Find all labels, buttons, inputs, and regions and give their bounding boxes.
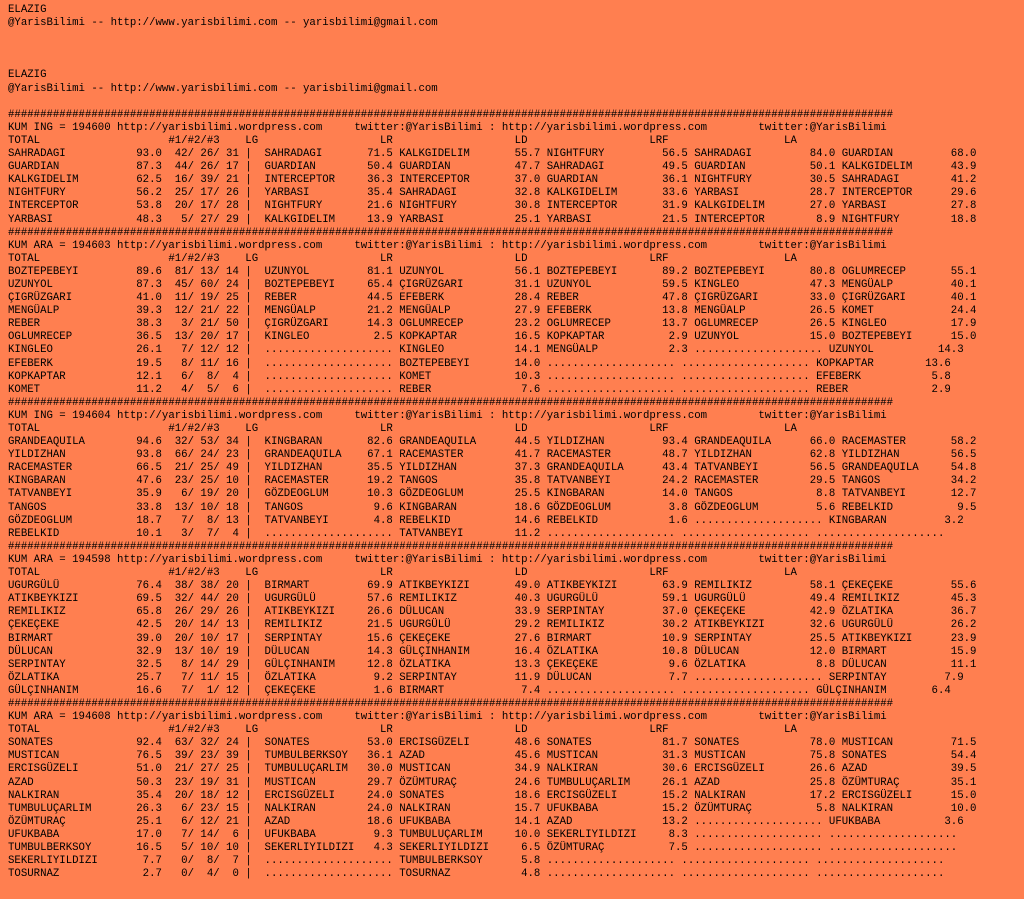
report-line: NIGHTFURY 56.2 25/ 17/ 26 | YARBASI 35.4 SAHRADAGI 32.8 KALKGIDELIM 33.6 YARBASI 28.7 INTERCEPTOR 29.6 bbox=[8, 187, 977, 200]
report-line bbox=[8, 30, 1016, 43]
report-line: MENGÜALP 39.3 12/ 21/ 22 | MENGÜALP 21.2 MENGÜALP 27.9 EFEBERK 13.8 MENGÜALP 26.5 KOMET 24.4 bbox=[8, 305, 977, 318]
report-line: UZUNYOL 87.3 45/ 60/ 24 | BOZTEPEBEYI 65.4 ÇIGRÜZGARI 31.1 UZUNYOL 59.5 KINGLEO 47.3 MENGÜALP 40.1 bbox=[8, 278, 977, 291]
report-line: SAHRADAGI 93.0 42/ 26/ 31 | SAHRADAGI 71.5 KALKGIDELIM 55.7 NIGHTFURY 56.5 SAHRADAGI 84.0 GUARDIAN 68.0 bbox=[8, 148, 977, 161]
report-line: GUARDIAN 87.3 44/ 26/ 17 | GUARDIAN 50.4 GUARDIAN 47.7 SAHRADAGI 49.5 GUARDIAN 50.1 KALKGIDELIM 43.9 bbox=[8, 161, 977, 174]
report-line: KUM ING = 194600 http://yarisbilimi.wordpress.com twitter:@YarisBilimi : http://yarisbilimi.wordpress.com twitter:@YarisBilimi bbox=[8, 121, 887, 134]
report-line: YARBASI 48.3 5/ 27/ 29 | KALKGIDELIM 13.9 YARBASI 25.1 YARBASI 21.5 INTERCEPTOR 8.9 NIGHTFURY 18.8 bbox=[8, 213, 977, 226]
report-line: INTERCEPTOR 53.8 20/ 17/ 28 | NIGHTFURY 21.6 NIGHTFURY 30.8 INTERCEPTOR 31.9 KALKGIDELIM 27.0 YARBASI 27.8 bbox=[8, 200, 977, 213]
report-line: KINGBARAN 47.6 23/ 25/ 10 | RACEMASTER 19.2 TANGOS 35.8 TATVANBEYI 24.2 RACEMASTER 29.5 TANGOS 34.2 bbox=[8, 475, 977, 488]
separator-line: ########################################################################################################################################## bbox=[8, 697, 894, 710]
report-line: KUM ING = 194604 http://yarisbilimi.wordpress.com twitter:@YarisBilimi : http://yarisbilimi.wordpress.com twitter:@YarisBilimi bbox=[8, 409, 887, 422]
report-line: @YarisBilimi -- http://www.yarisbilimi.com -- yarisbilimi@gmail.com bbox=[8, 82, 438, 95]
separator-line: ########################################################################################################################################## bbox=[8, 226, 894, 239]
report-line: TATVANBEYI 35.9 6/ 19/ 20 | GÖZDEOGLUM 10.3 GÖZDEOGLUM 25.5 KINGBARAN 14.0 TANGOS 8.8 TATVANBEYI 12.7 bbox=[8, 488, 977, 501]
report-line: TANGOS 33.8 13/ 10/ 18 | TANGOS 9.6 KINGBARAN 18.6 GÖZDEOGLUM 3.8 GÖZDEOGLUM 5.6 REBELKID 9.5 bbox=[8, 501, 977, 514]
separator-line: ########################################################################################################################################## bbox=[8, 396, 894, 409]
report-line: REBER 38.3 3/ 21/ 50 | ÇIGRÜZGARI 14.3 OGLUMRECEP 23.2 OGLUMRECEP 13.7 OGLUMRECEP 26.5 KINGLEO 17.9 bbox=[8, 318, 977, 331]
report-line: ÇEKEÇEKE 42.5 20/ 14/ 13 | REMILIKIZ 21.5 UGURGÜLÜ 29.2 REMILIKIZ 30.2 ATIKBEYKIZI 32.6 UGURGÜLÜ 26.2 bbox=[8, 619, 977, 632]
report-line: DÜLUCAN 32.9 13/ 10/ 19 | DÜLUCAN 14.3 GÜLÇINHANIM 16.4 ÖZLATIKA 10.8 DÜLUCAN 12.0 BIRMART 15.9 bbox=[8, 645, 977, 658]
report-line: ELAZIG bbox=[8, 4, 47, 16]
report-line: KOMET 11.2 4/ 5/ 6 | .................... REBER 7.6 .................... .................... REBER 2.9 bbox=[8, 383, 951, 396]
separator-line: ########################################################################################################################################## bbox=[8, 540, 894, 553]
report-line: KINGLEO 26.1 7/ 12/ 12 | .................... KINGLEO 14.1 MENGÜALP 2.3 .................... UZUNYOL 14.3 bbox=[8, 344, 964, 357]
report-line: MUSTICAN 76.5 39/ 23/ 39 | TUMBULBERKSOY 36.1 AZAD 45.6 MUSTICAN 31.3 MUSTICAN 75.8 SONATES 54.4 bbox=[8, 750, 977, 763]
report-line: @YarisBilimi -- http://www.yarisbilimi.com -- yarisbilimi@gmail.com bbox=[8, 17, 438, 30]
report-line: KUM ARA = 194598 http://yarisbilimi.wordpress.com twitter:@YarisBilimi : http://yarisbilimi.wordpress.com twitter:@YarisBilimi bbox=[8, 553, 887, 566]
report-line: TOSURNAZ 2.7 0/ 4/ 0 | .................... TOSURNAZ 4.8 .................... .................... .................... bbox=[8, 868, 945, 881]
report-line: ÇIGRÜZGARI 41.0 11/ 19/ 25 | REBER 44.5 EFEBERK 28.4 REBER 47.8 ÇIGRÜZGARI 33.0 ÇIGRÜZGARI 40.1 bbox=[8, 292, 977, 305]
report-line: NALKIRAN 35.4 20/ 18/ 12 | ERCISGÜZELI 24.0 SONATES 18.6 ERCISGÜZELI 15.2 NALKIRAN 17.2 ERCISGÜZELI 15.0 bbox=[8, 789, 977, 802]
report-line: TOTAL #1/#2/#3 LG LR LD LRF LA bbox=[8, 724, 797, 737]
report-line: UFUKBABA 17.0 7/ 14/ 6 | UFUKBABA 9.3 TUMBULUÇARLIM 10.0 SEKERLIYILDIZI 8.3 .................... .................... bbox=[8, 828, 958, 841]
report-line: BIRMART 39.0 20/ 10/ 17 | SERPINTAY 15.6 ÇEKEÇEKE 27.6 BIRMART 10.9 SERPINTAY 25.5 ATIKBEYKIZI 23.9 bbox=[8, 632, 977, 645]
report-line bbox=[8, 96, 1016, 109]
report-line: BOZTEPEBEYI 89.6 81/ 13/ 14 | UZUNYOL 81.1 UZUNYOL 56.1 BOZTEPEBEYI 89.2 BOZTEPEBEYI 80.8 OGLUMRECEP 55.1 bbox=[8, 265, 977, 278]
report-line: KALKGIDELIM 62.5 16/ 39/ 21 | INTERCEPTOR 36.3 INTERCEPTOR 37.0 GUARDIAN 36.1 NIGHTFURY 30.5 SAHRADAGI 41.2 bbox=[8, 174, 977, 187]
separator-line: ########################################################################################################################################## bbox=[8, 108, 894, 121]
report-line: KUM ARA = 194603 http://yarisbilimi.wordpress.com twitter:@YarisBilimi : http://yarisbilimi.wordpress.com twitter:@YarisBilimi bbox=[8, 239, 887, 252]
report-line: TUMBULBERKSOY 16.5 5/ 10/ 10 | SEKERLIYILDIZI 4.3 SEKERLIYILDIZI 6.5 ÖZÜMTURAÇ 7.5 .................... .................... bbox=[8, 842, 958, 854]
report-line: RACEMASTER 66.5 21/ 25/ 49 | YILDIZHAN 35.5 YILDIZHAN 37.3 GRANDEAQUILA 43.4 TATVANBEYI 56.5 GRANDEAQUILA 54.8 bbox=[8, 462, 977, 475]
report-line: ATIKBEYKIZI 69.5 32/ 44/ 20 | UGURGÜLÜ 57.6 REMILIKIZ 40.3 UGURGÜLÜ 59.1 UGURGÜLÜ 49.4 REMILIKIZ 45.3 bbox=[8, 593, 977, 606]
report-line: TUMBULUÇARLIM 26.3 6/ 23/ 15 | NALKIRAN 24.0 NALKIRAN 15.7 UFUKBABA 15.2 ÖZÜMTURAÇ 5.8 NALKIRAN 10.0 bbox=[8, 802, 977, 815]
report-line: ÖZÜMTURAÇ 25.1 6/ 12/ 21 | AZAD 18.6 UFUKBABA 14.1 AZAD 13.2 .................... UFUKBABA 3.6 bbox=[8, 815, 964, 828]
report-line: GÖZDEOGLUM 18.7 7/ 8/ 13 | TATVANBEYI 4.8 REBELKID 14.6 REBELKID 1.6 .................... KINGBARAN 3.2 bbox=[8, 514, 964, 527]
report-line: KUM ARA = 194608 http://yarisbilimi.wordpress.com twitter:@YarisBilimi : http://yarisbilimi.wordpress.com twitter:@YarisBilimi bbox=[8, 711, 887, 724]
report-line: SONATES 92.4 63/ 32/ 24 | SONATES 53.0 ERCISGÜZELI 48.6 SONATES 81.7 SONATES 78.0 MUSTICAN 71.5 bbox=[8, 737, 977, 750]
report-line: ÖZLATIKA 25.7 7/ 11/ 15 | ÖZLATIKA 9.2 SERPINTAY 11.9 DÜLUCAN 7.7 .................... SERPINTAY 7.9 bbox=[8, 671, 964, 684]
report-line: GÜLÇINHANIM 16.6 7/ 1/ 12 | ÇEKEÇEKE 1.6 BIRMART 7.4 .................... .................... GÜLÇINHANIM 6.4 bbox=[8, 684, 951, 697]
report-line: OGLUMRECEP 36.5 13/ 20/ 17 | KINGLEO 2.5 KOPKAPTAR 16.5 KOPKAPTAR 2.9 UZUNYOL 15.0 BOZTEPEBEYI 15.0 bbox=[8, 331, 977, 344]
report-line: REMILIKIZ 65.8 26/ 29/ 26 | ATIKBEYKIZI 26.6 DÜLUCAN 33.9 SERPINTAY 37.0 ÇEKEÇEKE 42.9 ÖZLATIKA 36.7 bbox=[8, 606, 977, 619]
report-line: TOTAL #1/#2/#3 LG LR LD LRF LA bbox=[8, 423, 797, 435]
report-line: SERPINTAY 32.5 8/ 14/ 29 | GÜLÇINHANIM 12.8 ÖZLATIKA 13.3 ÇEKEÇEKE 9.6 ÖZLATIKA 8.8 DÜLUCAN 11.1 bbox=[8, 658, 977, 671]
report-line: ERCISGÜZELI 51.0 21/ 27/ 25 | TUMBULUÇARLIM 30.0 MUSTICAN 34.9 NALKIRAN 30.6 ERCISGÜZELI 26.6 AZAD 39.5 bbox=[8, 763, 977, 776]
report-line bbox=[8, 43, 1016, 56]
report-line: UGURGÜLÜ 76.4 38/ 38/ 20 | BIRMART 69.9 ATIKBEYKIZI 49.0 ATIKBEYKIZI 63.9 REMILIKIZ 58.1 ÇEKEÇEKE 55.6 bbox=[8, 580, 977, 593]
report-line bbox=[8, 56, 1016, 69]
report-line: YILDIZHAN 93.8 66/ 24/ 23 | GRANDEAQUILA 67.1 RACEMASTER 41.7 RACEMASTER 48.7 YILDIZHAN 62.8 YILDIZHAN 56.5 bbox=[8, 449, 977, 462]
report-line: KOPKAPTAR 12.1 6/ 8/ 4 | .................... KOMET 10.3 .................... .................... EFEBERK 5.8 bbox=[8, 370, 951, 383]
report-line: EFEBERK 19.5 8/ 11/ 16 | .................... BOZTEPEBEYI 14.0 .................... .................... KOPKAPTAR 13.6 bbox=[8, 357, 951, 370]
report-line: ELAZIG bbox=[8, 69, 47, 82]
report-line: REBELKID 10.1 3/ 7/ 4 | .................... TATVANBEYI 11.2 .................... .................... .................... bbox=[8, 527, 945, 540]
report-line: AZAD 50.3 23/ 19/ 31 | MUSTICAN 29.7 ÖZÜMTURAÇ 24.6 TUMBULUÇARLIM 26.1 AZAD 25.8 ÖZÜMTURAÇ 35.1 bbox=[8, 776, 977, 789]
report-line: SEKERLIYILDIZI 7.7 0/ 8/ 7 | .................... TUMBULBERKSOY 5.8 .................... .................... .................... bbox=[8, 855, 945, 868]
report-line: TOTAL #1/#2/#3 LG LR LD LRF LA bbox=[8, 134, 797, 147]
report-line: TOTAL #1/#2/#3 LG LR LD LRF LA bbox=[8, 567, 797, 580]
report-line: TOTAL #1/#2/#3 LG LR LD LRF LA bbox=[8, 252, 797, 265]
report-line: GRANDEAQUILA 94.6 32/ 53/ 34 | KINGBARAN 82.6 GRANDEAQUILA 44.5 YILDIZHAN 93.4 GRANDEAQUILA 66.0 RACEMASTER 58.2 bbox=[8, 436, 977, 449]
